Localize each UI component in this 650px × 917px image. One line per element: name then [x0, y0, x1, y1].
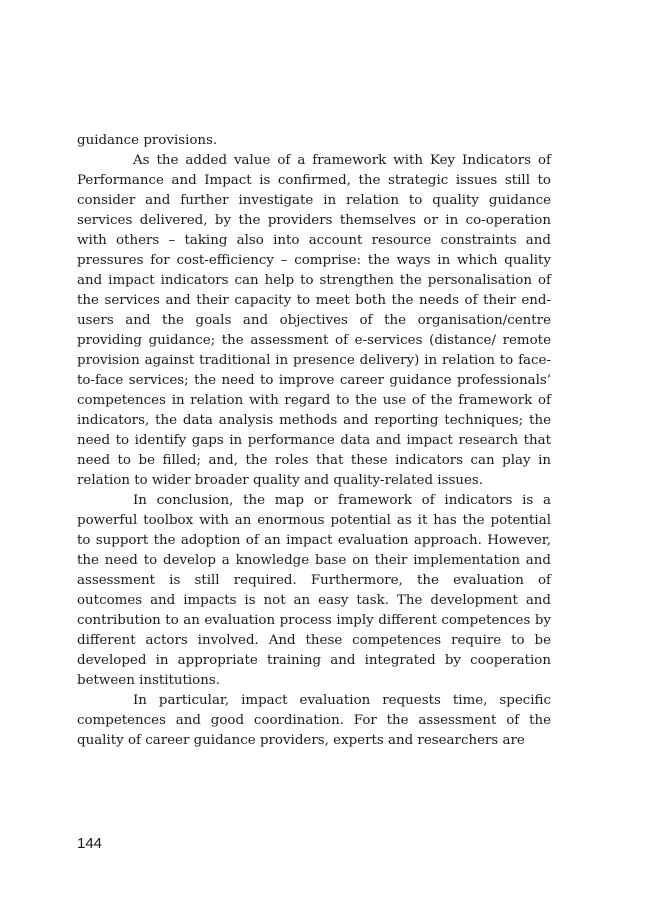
paragraph-conclusion: In conclusion, the map or framework of indicators is a powerful toolbox with an enormous potential as it has the potential to support the adoption of an impact evaluation approach. However, the need to develop a knowledge base on their implementation and assessment is still required. Furthermore, the evaluation of outcomes and impacts is not an easy task. The development and contribution to an evaluation process imply different competences by different actors involved. And these competences require to be developed in appropriate training and integrated by cooperation between institutions. — [77, 493, 551, 688]
paragraph-strategic-issues: As the added value of a framework with Key Indicators of Performance and Impact is confirmed, the strategic issues still to consider and further investigate in relation to quality guidance services delivered, by the providers themselves or in co-operation with others – taking also into account resource constraints and pressures for cost-efficiency – comprise: the ways in which quality and impact indicators can help to strengthen the personalisation of the services and their capacity to meet both the needs of their end-users and the goals and objectives of the organisation/centre providing guidance; the assessment of e-services (distance/ remote provision against traditional in presence delivery) in relation to face-to-face services; the need to improve career guidance professionals’ competences in relation with regard to the use of the framework of indicators, the data analysis methods and reporting techniques; the need to identify gaps in performance data and impact research that need to be filled; and, the roles that these indicators can play in relation to wider broader quality and quality-related issues. — [77, 153, 551, 488]
body-text — [77, 131, 551, 751]
paragraph-impact-evaluation: In particular, impact evaluation requests time, specific competences and good coordination. For the assessment of the quality of career guidance providers, experts and researchers are — [77, 693, 551, 748]
page-number: 144 — [77, 835, 103, 852]
paragraph-continuation: guidance provisions. — [77, 133, 218, 148]
